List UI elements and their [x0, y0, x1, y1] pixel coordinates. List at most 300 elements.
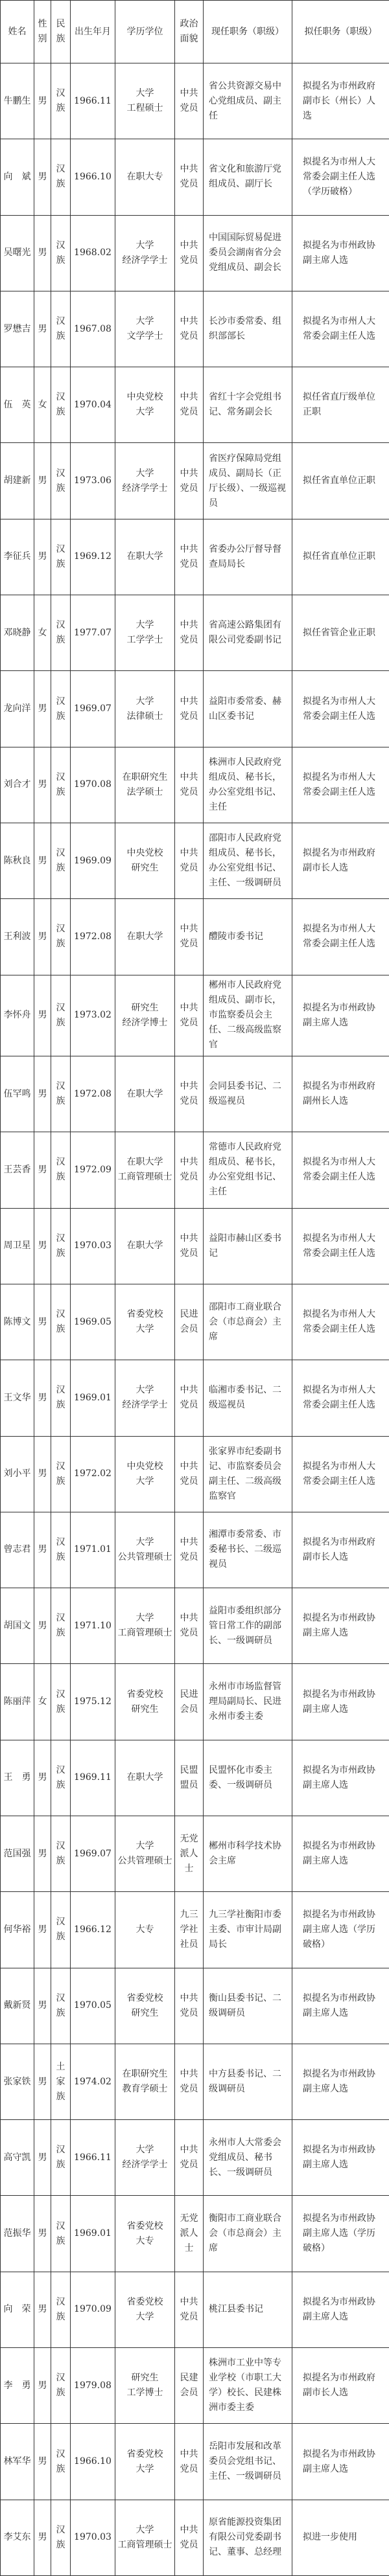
cell-current-post: 中方县委书记、二级调研员: [204, 2044, 292, 2119]
cell-ethnicity: 汉族: [51, 443, 71, 519]
cell-education: 大学 经济学学士: [115, 1360, 175, 1436]
cell-party: 民盟盟员: [175, 1740, 204, 1816]
cell-name: 何华裕: [1, 1892, 34, 1968]
cell-proposed-post: 拟提名为市州政协副主席人选: [292, 1968, 389, 2044]
table-row: [1, 2196, 389, 2272]
cell-gender: 男: [34, 2424, 51, 2500]
cell-ethnicity: 汉族: [51, 63, 71, 139]
cell-current-post: 益阳市委组织部分管日常工作的副部长、一级调研员: [204, 1588, 292, 1664]
cell-party: 无党派人士: [175, 1816, 204, 1891]
cell-party: 中共党员: [175, 139, 204, 215]
cell-proposed-post: 拟提名为市州政府副州长人选: [292, 1056, 389, 1132]
cell-gender: 男: [34, 1968, 51, 2044]
table-row: [1, 823, 389, 898]
cell-party: 民进会员: [175, 1664, 204, 1740]
cell-party: 中共党员: [175, 1208, 204, 1284]
cell-ethnicity: 汉族: [51, 671, 71, 747]
cell-gender: 男: [34, 1512, 51, 1588]
cell-ethnicity: 汉族: [51, 2120, 71, 2196]
table-row: [1, 2272, 389, 2347]
cell-birth: 1969.01: [71, 2196, 115, 2272]
cell-gender: 女: [34, 595, 51, 671]
cell-ethnicity: 汉族: [51, 215, 71, 291]
cell-birth: 1977.07: [71, 595, 115, 671]
table-row: [1, 595, 389, 671]
table-row: [1, 63, 389, 139]
cell-education: 大学 经济学学士: [115, 2120, 175, 2196]
cell-birth: 1966.11: [71, 63, 115, 139]
cell-education: 省委党校 大学: [115, 2272, 175, 2347]
cell-education: 大学 工商管理硕士: [115, 1588, 175, 1664]
cell-current-post: 常德市人民政府党组成员、秘书长，办公室党组书记、主任: [204, 1132, 292, 1208]
cell-birth: 1972.08: [71, 1056, 115, 1132]
header-name: 姓名: [1, 1, 34, 63]
cell-gender: 男: [34, 975, 51, 1056]
cell-proposed-post: 拟任省管企业正职: [292, 595, 389, 671]
cell-proposed-post: 拟提名为市州政府副市长（州长）人选: [292, 63, 389, 139]
cell-gender: 男: [34, 443, 51, 519]
cell-proposed-post: 拟提名为市州人大常委会副主任人选: [292, 747, 389, 823]
header-ethnicity: 民族: [51, 1, 71, 63]
cell-name: 李征兵: [1, 519, 34, 595]
cell-proposed-post: 拟任省直厅级单位正职: [292, 367, 389, 443]
cell-party: 中共党员: [175, 63, 204, 139]
table-row: [1, 1588, 389, 1664]
cell-proposed-post: 拟提名为市州人大常委会副主任人选: [292, 671, 389, 747]
cell-birth: 1969.09: [71, 823, 115, 898]
cell-name: 曾志君: [1, 1512, 34, 1588]
table-row: [1, 367, 389, 443]
cell-name: 伍 英: [1, 367, 34, 443]
cell-party: 无党派人士: [175, 2196, 204, 2272]
cell-ethnicity: 汉族: [51, 823, 71, 898]
cell-current-post: 益阳市赫山区委书记: [204, 1208, 292, 1284]
cell-education: 大学 公共管理硕士: [115, 1816, 175, 1891]
cell-proposed-post: 拟任省直单位正职: [292, 519, 389, 595]
cell-name: 吴曙光: [1, 215, 34, 291]
cell-birth: 1970.03: [71, 1208, 115, 1284]
cell-proposed-post: 拟提名为市州人大常委会副主任人选: [292, 1360, 389, 1436]
cell-ethnicity: 汉族: [51, 1132, 71, 1208]
cell-birth: 1968.02: [71, 215, 115, 291]
cell-birth: 1969.07: [71, 671, 115, 747]
cell-current-post: 永州市人大常委会党组成员、秘书长、一级调研员: [204, 2120, 292, 2196]
cell-current-post: 张家界市纪委副书记、市监察委员会副主任、二级高级监察官: [204, 1436, 292, 1512]
cell-birth: 1972.02: [71, 1436, 115, 1512]
cell-gender: 男: [34, 2120, 51, 2196]
cell-current-post: 中国国际贸易促进委员会湖南省分会党组成员、副会长: [204, 215, 292, 291]
table-row: [1, 1208, 389, 1284]
cell-name: 范振华: [1, 2196, 34, 2272]
cell-party: 中共党员: [175, 1436, 204, 1512]
cell-current-post: 益阳市委常委、赫山区委书记: [204, 671, 292, 747]
cell-education: 大学 工学学士: [115, 595, 175, 671]
cell-birth: 1969.11: [71, 1740, 115, 1816]
cell-name: 刘合才: [1, 747, 34, 823]
cell-party: 中共党员: [175, 899, 204, 975]
cell-proposed-post: 拟提名为市州政协副主席人选: [292, 2120, 389, 2196]
cell-education: 省委党校 研究生: [115, 1664, 175, 1740]
table-row: [1, 975, 389, 1056]
cell-party: 中共党员: [175, 671, 204, 747]
cell-current-post: 会同县委书记、二级巡视员: [204, 1056, 292, 1132]
cell-name: 牛鹏生: [1, 63, 34, 139]
cell-gender: 男: [34, 2044, 51, 2119]
cell-education: 省委党校 大专: [115, 2196, 175, 2272]
cell-current-post: 衡山县委书记、二级调研员: [204, 1968, 292, 2044]
cell-gender: 男: [34, 63, 51, 139]
cell-proposed-post: 拟提名为市州政府副市长人选: [292, 2348, 389, 2424]
cell-proposed-post: 拟提名为市州人大常委会副主任人选: [292, 1284, 389, 1360]
cell-education: 在职大学 工商管理硕士: [115, 1132, 175, 1208]
cell-gender: 男: [34, 1816, 51, 1891]
table-row: [1, 139, 389, 215]
cell-name: 龙向洋: [1, 671, 34, 747]
cell-proposed-post: 拟提名为市州政府副市长人选: [292, 1512, 389, 1588]
cell-proposed-post: 拟进一步使用: [292, 2500, 389, 2575]
cell-ethnicity: 汉族: [51, 1436, 71, 1512]
cell-name: 刘小平: [1, 1436, 34, 1512]
header-gender: 性别: [34, 1, 51, 63]
cell-party: 中共党员: [175, 519, 204, 595]
cell-birth: 1969.05: [71, 1284, 115, 1360]
table-row: [1, 519, 389, 595]
cell-birth: 1975.12: [71, 1664, 115, 1740]
cell-birth: 1967.08: [71, 291, 115, 367]
cell-current-post: 邵阳市工商业联合会（市总商会）主席: [204, 1284, 292, 1360]
cell-name: 邓晓静: [1, 595, 34, 671]
cell-party: 中共党员: [175, 975, 204, 1056]
cell-gender: 男: [34, 2196, 51, 2272]
cell-birth: 1969.01: [71, 1360, 115, 1436]
cell-name: 高守凯: [1, 2120, 34, 2196]
cell-proposed-post: 拟任省直单位正职: [292, 443, 389, 519]
cell-education: 中央党校 大学: [115, 1436, 175, 1512]
cell-birth: 1971.01: [71, 1512, 115, 1588]
cell-party: 中共党员: [175, 595, 204, 671]
cell-gender: 男: [34, 1360, 51, 1436]
cell-party: 中共党员: [175, 2500, 204, 2575]
cell-name: 陈秋良: [1, 823, 34, 898]
table-row: [1, 1056, 389, 1132]
cell-proposed-post: 拟提名为市州政协副主席人选: [292, 975, 389, 1056]
cell-ethnicity: 汉族: [51, 1588, 71, 1664]
cell-party: 中共党员: [175, 1588, 204, 1664]
cell-birth: 1972.08: [71, 899, 115, 975]
cell-current-post: 临湘市委书记、二级巡视员: [204, 1360, 292, 1436]
cell-education: 大学 公共管理硕士: [115, 1512, 175, 1588]
cell-party: 中共党员: [175, 1360, 204, 1436]
cell-ethnicity: 汉族: [51, 2272, 71, 2347]
cell-name: 王利波: [1, 899, 34, 975]
cell-ethnicity: 汉族: [51, 1816, 71, 1891]
cell-education: 在职大学: [115, 1056, 175, 1132]
cell-party: 中共党员: [175, 823, 204, 898]
cell-birth: 1972.09: [71, 1132, 115, 1208]
cell-party: 中共党员: [175, 1056, 204, 1132]
table-row: [1, 2348, 389, 2424]
cell-name: 李 勇: [1, 2348, 34, 2424]
cell-proposed-post: 拟提名为市州人大常委会副主任人选: [292, 899, 389, 975]
cell-gender: 男: [34, 1284, 51, 1360]
cell-name: 向 斌: [1, 139, 34, 215]
cell-education: 省委党校 研究生: [115, 1968, 175, 2044]
cell-party: 九三学社社员: [175, 1892, 204, 1968]
cell-proposed-post: 拟提名为市州政府副市长人选: [292, 823, 389, 898]
cell-current-post: 省文化和旅游厅党组成员、副厅长: [204, 139, 292, 215]
cell-birth: 1971.10: [71, 1588, 115, 1664]
cell-gender: 男: [34, 1056, 51, 1132]
table-row: [1, 671, 389, 747]
cell-ethnicity: 汉族: [51, 1512, 71, 1588]
cell-gender: 男: [34, 2348, 51, 2424]
cell-proposed-post: 拟提名为市州人大常委会副主任人选（学历破格）: [292, 139, 389, 215]
table-row: [1, 1740, 389, 1816]
cell-ethnicity: 土家族: [51, 2044, 71, 2119]
table-row: [1, 443, 389, 519]
table-header: [1, 1, 389, 63]
cell-birth: 1966.10: [71, 139, 115, 215]
cell-name: 向 荣: [1, 2272, 34, 2347]
cell-current-post: 醴陵市委书记: [204, 899, 292, 975]
cell-name: 王芸香: [1, 1132, 34, 1208]
table-row: [1, 747, 389, 823]
cell-proposed-post: 拟提名为市州政协副主席人选: [292, 2272, 389, 2347]
cell-current-post: 民盟怀化市委主委、一级调研员: [204, 1740, 292, 1816]
cell-education: 大学 法律硕士: [115, 671, 175, 747]
cell-party: 中共党员: [175, 215, 204, 291]
cell-gender: 女: [34, 367, 51, 443]
cell-gender: 男: [34, 1436, 51, 1512]
cell-gender: 男: [34, 2500, 51, 2575]
cell-birth: 1970.05: [71, 1968, 115, 2044]
cell-party: 中共党员: [175, 367, 204, 443]
table-row: [1, 1132, 389, 1208]
cell-birth: 1966.11: [71, 2120, 115, 2196]
cell-current-post: 郴州市科学技术协会主席: [204, 1816, 292, 1891]
cell-ethnicity: 汉族: [51, 975, 71, 1056]
cell-education: 大专: [115, 1892, 175, 1968]
cell-birth: 1970.03: [71, 2500, 115, 2575]
table-row: [1, 899, 389, 975]
cell-name: 伍罕鸣: [1, 1056, 34, 1132]
cell-education: 在职大学: [115, 899, 175, 975]
cell-party: 中共党员: [175, 1968, 204, 2044]
cell-current-post: 永州市市场监督管理局副局长、民进永州市委主委: [204, 1664, 292, 1740]
cell-ethnicity: 汉族: [51, 595, 71, 671]
cell-proposed-post: 拟提名为市州政协副主席人选（学历破格）: [292, 1892, 389, 1968]
cell-proposed-post: 拟提名为市州人大常委会副主任人选: [292, 1132, 389, 1208]
cell-gender: 男: [34, 823, 51, 898]
cell-name: 戴新贤: [1, 1968, 34, 2044]
cell-current-post: 邵阳市人民政府党组成员、秘书长，办公室党组书记、主任、一级调研员: [204, 823, 292, 898]
cell-education: 大学 经济学学士: [115, 215, 175, 291]
cell-birth: 1966.10: [71, 2424, 115, 2500]
cell-ethnicity: 汉族: [51, 1892, 71, 1968]
cell-education: 大学 文学学士: [115, 291, 175, 367]
cell-gender: 女: [34, 1664, 51, 1740]
cell-proposed-post: 拟提名为市州政协副主席人选: [292, 2044, 389, 2119]
cell-party: 中共党员: [175, 443, 204, 519]
cell-gender: 男: [34, 1208, 51, 1284]
cell-birth: 1973.02: [71, 975, 115, 1056]
cell-name: 王 勇: [1, 1740, 34, 1816]
cell-gender: 男: [34, 2272, 51, 2347]
cell-name: 范国强: [1, 1816, 34, 1891]
table-row: [1, 1816, 389, 1891]
cell-ethnicity: 汉族: [51, 139, 71, 215]
header-row: [1, 1, 389, 63]
cell-party: 民进会员: [175, 1284, 204, 1360]
cell-party: 中共党员: [175, 291, 204, 367]
cell-gender: 男: [34, 1740, 51, 1816]
table-row: [1, 1436, 389, 1512]
cell-education: 省委党校 大学: [115, 2424, 175, 2500]
cell-ethnicity: 汉族: [51, 367, 71, 443]
cell-current-post: 岳阳市发展和改革委员会党组书记、主任、一级调研员: [204, 2424, 292, 2500]
cell-gender: 男: [34, 291, 51, 367]
cell-name: 李怀舟: [1, 975, 34, 1056]
cell-name: 王文华: [1, 1360, 34, 1436]
cell-gender: 男: [34, 519, 51, 595]
cell-current-post: 长沙市委常委、组织部部长: [204, 291, 292, 367]
cell-ethnicity: 汉族: [51, 2348, 71, 2424]
cell-current-post: 省医疗保障局党组成员、副局长（正厅长级）、一级巡视员: [204, 443, 292, 519]
table-row: [1, 1360, 389, 1436]
table-row: [1, 1284, 389, 1360]
cell-name: 张家铁: [1, 2044, 34, 2119]
cell-name: 李艾东: [1, 2500, 34, 2575]
cell-name: 胡国文: [1, 1588, 34, 1664]
cell-ethnicity: 汉族: [51, 1284, 71, 1360]
cell-current-post: 省委办公厅督导督查局局长: [204, 519, 292, 595]
cell-education: 研究生 工学博士: [115, 2348, 175, 2424]
cell-ethnicity: 汉族: [51, 2500, 71, 2575]
cell-education: 在职研究生 教育学硕士: [115, 2044, 175, 2119]
header-current-post: 现任职务（职级）: [204, 1, 292, 63]
cell-birth: 1970.09: [71, 2272, 115, 2347]
table-row: [1, 2424, 389, 2500]
cell-proposed-post: 拟提名为市州政协副主席人选（学历破格）: [292, 2196, 389, 2272]
cell-gender: 男: [34, 215, 51, 291]
cell-education: 在职研究生 法学硕士: [115, 747, 175, 823]
cell-current-post: 省红十字会党组书记、常务副会长: [204, 367, 292, 443]
cell-name: 罗懋吉: [1, 291, 34, 367]
cell-birth: 1970.04: [71, 367, 115, 443]
header-birth: 出生年月: [71, 1, 115, 63]
cell-proposed-post: 拟提名为市州政协副主席人选: [292, 215, 389, 291]
cell-current-post: 衡阳市工商业联合会（市总商会）主席: [204, 2196, 292, 2272]
cell-ethnicity: 汉族: [51, 1968, 71, 2044]
cell-gender: 男: [34, 671, 51, 747]
cell-education: 中央党校 大学: [115, 367, 175, 443]
cell-ethnicity: 汉族: [51, 291, 71, 367]
cell-ethnicity: 汉族: [51, 747, 71, 823]
cell-education: 在职大学: [115, 519, 175, 595]
table-row: [1, 1892, 389, 1968]
cell-education: 在职大专: [115, 139, 175, 215]
table-row: [1, 1664, 389, 1740]
table-row: [1, 1968, 389, 2044]
cell-ethnicity: 汉族: [51, 1056, 71, 1132]
cell-ethnicity: 汉族: [51, 1360, 71, 1436]
cell-party: 中共党员: [175, 1132, 204, 1208]
cell-ethnicity: 汉族: [51, 2424, 71, 2500]
cell-current-post: 株洲市工业中等专业学校（市职工大学）校长、民建株洲市委主委: [204, 2348, 292, 2424]
cell-birth: 1969.12: [71, 519, 115, 595]
cell-education: 中央党校 研究生: [115, 823, 175, 898]
cell-current-post: 省公共资源交易中心党组成员、副主任: [204, 63, 292, 139]
cell-party: 中共党员: [175, 2044, 204, 2119]
table-row: [1, 215, 389, 291]
cell-party: 中共党员: [175, 2272, 204, 2347]
cell-current-post: 原省能源投资集团有限公司党委副书记、董事、总经理: [204, 2500, 292, 2575]
cell-education: 研究生 经济学博士: [115, 975, 175, 1056]
cell-gender: 男: [34, 899, 51, 975]
cell-proposed-post: 拟提名为市州政协副主席人选: [292, 1664, 389, 1740]
cell-proposed-post: 拟提名为市州政协副主席人选: [292, 2424, 389, 2500]
cell-birth: 1979.08: [71, 2348, 115, 2424]
cell-education: 在职大学: [115, 1208, 175, 1284]
cell-current-post: 株洲市人民政府党组成员、秘书长，办公室党组书记、主任: [204, 747, 292, 823]
cell-proposed-post: 拟提名为市州政协副主席人选: [292, 1740, 389, 1816]
cell-current-post: 桃江县委书记: [204, 2272, 292, 2347]
cell-ethnicity: 汉族: [51, 1208, 71, 1284]
cell-current-post: 郴州市人民政府党组成员、副市长，市监察委员会主任、二级高级监察官: [204, 975, 292, 1056]
cell-ethnicity: 汉族: [51, 519, 71, 595]
cell-party: 中共党员: [175, 2120, 204, 2196]
table-body: [1, 63, 389, 2576]
header-party: 政治面貌: [175, 1, 204, 63]
cell-proposed-post: 拟提名为市州政协副主席人选: [292, 1816, 389, 1891]
cell-ethnicity: 汉族: [51, 1664, 71, 1740]
cell-proposed-post: 拟提名为市州人大常委会副主任人选: [292, 1436, 389, 1512]
table-row: [1, 2044, 389, 2119]
cell-name: 陈丽萍: [1, 1664, 34, 1740]
cell-current-post: 省高速公路集团有限公司党委副书记: [204, 595, 292, 671]
cell-current-post: 湘潭市委常委、市委秘书长、二级巡视员: [204, 1512, 292, 1588]
cell-gender: 男: [34, 1588, 51, 1664]
cell-ethnicity: 汉族: [51, 899, 71, 975]
cell-party: 中共党员: [175, 747, 204, 823]
header-proposed-post: 拟任职务（职级）: [292, 1, 389, 63]
cell-party: 中共党员: [175, 1512, 204, 1588]
cell-name: 林军华: [1, 2424, 34, 2500]
table-row: [1, 2500, 389, 2575]
cell-ethnicity: 汉族: [51, 2196, 71, 2272]
cell-birth: 1966.12: [71, 1892, 115, 1968]
cell-education: 在职大学: [115, 1740, 175, 1816]
table-row: [1, 291, 389, 367]
cell-gender: 男: [34, 1892, 51, 1968]
cell-proposed-post: 拟提名为市州人大常委会副主任人选: [292, 1208, 389, 1284]
cell-education: 大学 经济学学士: [115, 443, 175, 519]
cell-name: 胡建新: [1, 443, 34, 519]
cell-birth: 1969.07: [71, 1816, 115, 1891]
table-row: [1, 2120, 389, 2196]
table-row: [1, 1512, 389, 1588]
cell-proposed-post: 拟提名为市州人大常委会副主任人选: [292, 291, 389, 367]
cell-proposed-post: 拟提名为市州政协副主席人选: [292, 1588, 389, 1664]
cell-party: 中共党员: [175, 2424, 204, 2500]
cell-birth: 1973.06: [71, 443, 115, 519]
cell-gender: 男: [34, 747, 51, 823]
cell-birth: 1970.08: [71, 747, 115, 823]
cell-education: 大学 工程硕士: [115, 63, 175, 139]
cell-name: 陈博文: [1, 1284, 34, 1360]
cell-education: 大学 工商管理硕士: [115, 2500, 175, 2575]
cell-gender: 男: [34, 1132, 51, 1208]
